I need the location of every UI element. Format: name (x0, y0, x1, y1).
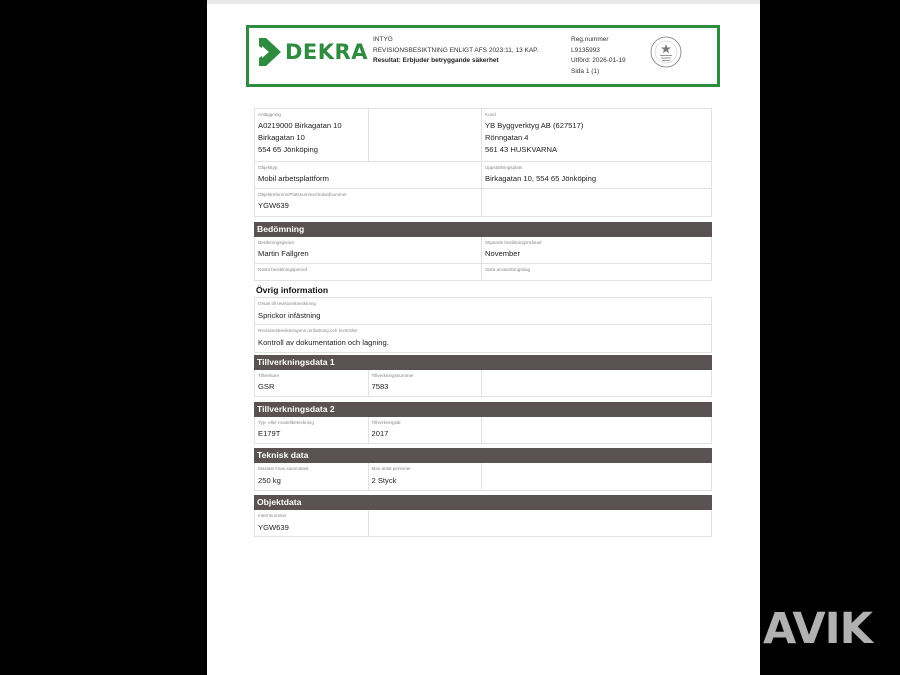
personer-label: Max antal personer (371, 466, 411, 471)
last-cell (255, 463, 369, 490)
omfattning-value: Kontroll av dokumentation och lagning. (258, 338, 389, 347)
empty-cell (369, 109, 483, 161)
orsak-label: Orsak till revisionsbesiktning (258, 301, 316, 306)
reg-label: Reg.nummer (571, 36, 609, 43)
last-value: 250 kg (258, 476, 281, 485)
dekra-arrow-icon (259, 38, 281, 66)
kund-cell (482, 109, 711, 161)
besiktningsgivare-label: Besiktningsgivare (258, 240, 295, 245)
objekttyp-label: Objekttyp (258, 165, 278, 170)
tillv2-section (254, 402, 712, 444)
bedomning-section (254, 222, 712, 281)
objektdata-heading: Objektdata (254, 495, 712, 510)
ovrig-section (254, 283, 712, 353)
tillv2-heading: Tillverkningsdata 2 (254, 402, 712, 417)
tillv1-heading: Tillverkningsdata 1 (254, 355, 712, 370)
reg-value: L9135993 (571, 46, 600, 54)
dekra-logo (259, 38, 368, 66)
doc-type: INTYG (373, 36, 393, 43)
manad-cell (482, 237, 711, 263)
anlaggning-line-3: 554 65 Jönköping (258, 145, 318, 154)
ar-cell (369, 417, 483, 443)
header-title-block (373, 35, 538, 67)
senast-label: Sista användningsdag (485, 267, 531, 272)
watermark-logo: AVIK (763, 604, 872, 654)
page-number: Sida 1 (1) (571, 67, 600, 75)
anlaggning-label: Anläggning (258, 112, 281, 117)
personer-value: 2 Styck (371, 476, 397, 485)
document-page (207, 0, 760, 675)
objekttyp-value: Mobil arbetsplattform (258, 174, 329, 183)
orsak-value: Sprickor infästning (258, 311, 321, 320)
kund-line-2: Rönngatan 4 (485, 133, 529, 142)
manad-label: Stipande besiktningsmånad (485, 240, 542, 245)
typ-label: Typ- eller modellbeteckning (258, 420, 314, 425)
empty-cell (482, 417, 711, 443)
swedac-seal-icon (649, 35, 683, 69)
anlaggning-line-1: A0219000 Birkagatan 10 (258, 121, 342, 130)
kund-label: Kund (485, 112, 496, 117)
tillverkare-value: GSR (258, 382, 275, 391)
anlaggning-line-2: Birkagatan 10 (258, 133, 305, 142)
kund-line-3: 561 43 HUSKVARNA (485, 145, 558, 154)
top-info-table (254, 108, 712, 217)
bedomning-heading: Bedömning (254, 222, 712, 237)
empty-cell (369, 510, 711, 536)
teknisk-heading: Teknisk data (254, 448, 712, 463)
uppstallning-label: Uppställningsplats (485, 165, 523, 170)
empty-cell (482, 463, 711, 490)
header-reg-block (571, 35, 626, 77)
omfattning-cell (255, 325, 711, 352)
period-label: Nästa besiktningsperiod (258, 267, 308, 272)
besiktningsgivare-cell (255, 237, 482, 263)
orsak-cell (255, 298, 711, 324)
personer-cell (369, 463, 483, 490)
page-top-strip (207, 0, 760, 4)
uppstallning-value: Birkagatan 10, 554 65 Jönköping (485, 174, 597, 183)
omfattning-label: Revisionsbesiktningens omfattning och kontroller (258, 328, 358, 333)
tillv1-section (254, 355, 712, 397)
internnr-value: YGW639 (258, 523, 289, 532)
last-label: Maxlast /max summalast (258, 466, 309, 471)
objekttyp-cell (255, 162, 482, 188)
senast-cell (482, 264, 711, 280)
tillvnr-value: 7583 (371, 382, 389, 391)
objektdata-section (254, 495, 712, 537)
internnr-label: Internnummer (258, 513, 287, 518)
ar-label: Tillverkningsår (371, 420, 401, 425)
tillverkare-label: Tillverkare (258, 373, 280, 378)
issued-date: Utförd: 2026-01-19 (571, 57, 626, 64)
result-text: Resultat: Erbjuder betryggande säkerhet (373, 57, 499, 64)
besiktningsgivare-value: Martin Fallgren (258, 249, 309, 258)
teknisk-section (254, 448, 712, 491)
brand-name: DEKRA (285, 40, 368, 64)
ar-value: 2017 (371, 429, 389, 438)
tillvnr-cell (369, 370, 483, 396)
empty-cell (482, 189, 711, 216)
objref-cell (255, 189, 482, 216)
anlaggning-cell (255, 109, 369, 161)
empty-cell (482, 370, 711, 396)
kund-line-1: YB Byggverktyg AB (627517) (485, 121, 584, 130)
tillverkare-cell (255, 370, 369, 396)
period-cell (255, 264, 482, 280)
internnr-cell (255, 510, 369, 536)
certificate-header (246, 25, 720, 87)
ovrig-heading: Övrig information (256, 285, 329, 295)
typ-cell (255, 417, 369, 443)
objref-value: YGW639 (258, 201, 289, 210)
uppstallning-cell (482, 162, 711, 188)
doc-description: REVISIONSBESIKTNING ENLIGT AFS 2023:11, 13 KAP. (373, 46, 539, 54)
manad-value: November (485, 249, 521, 258)
objref-label: Objektreferens/Platsnummer/Indvidnummer (258, 192, 347, 197)
tillvnr-label: Tillverkningsnummer (371, 373, 414, 378)
typ-value: E179T (258, 429, 281, 438)
